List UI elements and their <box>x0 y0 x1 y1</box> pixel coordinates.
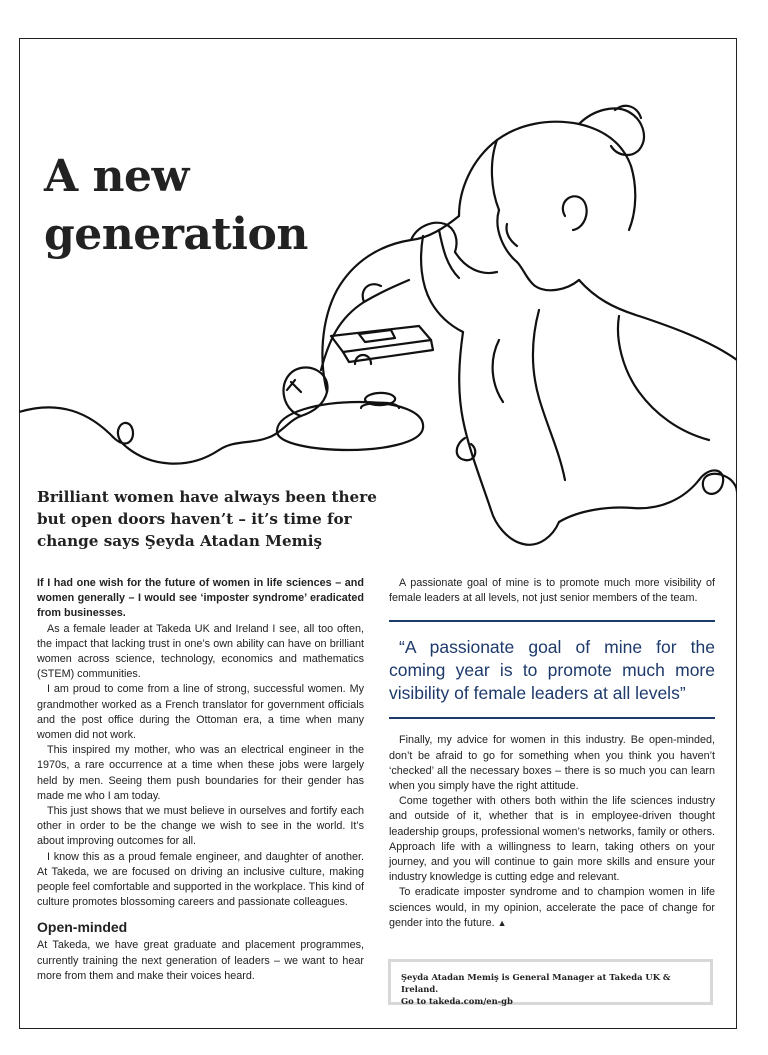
body-paragraph: I know this as a proud female engineer, and daughter of another. At Takeda, we are focused on driving an inclusive culture, making people feel comfortable and supported in the workplace. This kind of culture promotes blossoming careers and passionate colleagues. <box>37 850 364 909</box>
closing-text: To eradicate imposter syndrome and to champion women in life sciences would, in my opinion, accelerate the pace of change for gender into the future. <box>389 886 715 929</box>
body-paragraph: This inspired my mother, who was an electrical engineer in the 1970s, a rare occurrence at a time when these jobs were largely held by men. Seeing them push boundaries for their gender has made me who I am today. <box>37 744 364 802</box>
body-paragraph: Finally, my advice for women in this industry. Be open-minded, don’t be afraid to go for something when you think you haven’t ‘checked’ all the necessary boxes – there is so much you can learn when you simply have the right attitude. <box>389 734 715 793</box>
body-paragraph: As a female leader at Takeda UK and Ireland I see, all too often, the impact that lacking trust in one’s own ability can have on brilliant women across science, technology, economics and mathematics (STEM) communities. <box>37 622 364 681</box>
left-column <box>37 576 364 984</box>
body-paragraph: This just shows that we must believe in ourselves and fortify each other in order to be the change we wish to see in the world. It’s about improving outcomes for all. <box>37 805 364 848</box>
body-paragraph: A passionate goal of mine is to promote much more visibility of female leaders at all levels, not just senior members of the team. <box>389 577 715 605</box>
body-paragraph <box>389 885 715 931</box>
pull-quote-box <box>389 620 715 719</box>
body-paragraph: Come together with others both within the life sciences industry and outside of it, whether that is in employee-driven thought leadership groups, professional women’s networks, family or others. Approach life with a willingness to learn, taking others on your journey, and you will continue to gain more skills and ensure your industry knowledge is cutting edge and relevant. <box>389 795 715 884</box>
scientist-microscope-illustration <box>19 40 737 560</box>
end-mark-icon: ▲ <box>497 917 507 928</box>
lead-paragraph: If I had one wish for the future of women in life sciences – and women generally – I would see ‘imposter syndrome’ eradicated from businesses. <box>37 577 364 620</box>
body-paragraph: I am proud to come from a line of strong, successful women. My grandmother worked as a French translator for government officials and the post office during the Ottoman era, a time when many women did not work. <box>37 683 364 742</box>
author-link[interactable]: Go to takeda.com/en-gb <box>401 996 513 1006</box>
headline: A new generation <box>44 151 308 260</box>
pull-quote: “A passionate goal of mine for the coming year is to promote much more visibility of female leaders at all levels” <box>389 637 715 704</box>
subheading: Open-minded <box>37 919 128 936</box>
author-bio-box <box>388 959 713 1005</box>
author-bio: Şeyda Atadan Memiş is General Manager at Takeda UK & Ireland. <box>401 972 671 994</box>
right-column <box>389 576 715 931</box>
standfirst: Brilliant women have always been there but open doors haven’t – it’s time for change says Şeyda Atadan Memiş <box>37 488 377 550</box>
body-paragraph: At Takeda, we have great graduate and placement programmes, currently training the next generation of leaders – we want to hear more from them and make their voices heard. <box>37 939 364 982</box>
